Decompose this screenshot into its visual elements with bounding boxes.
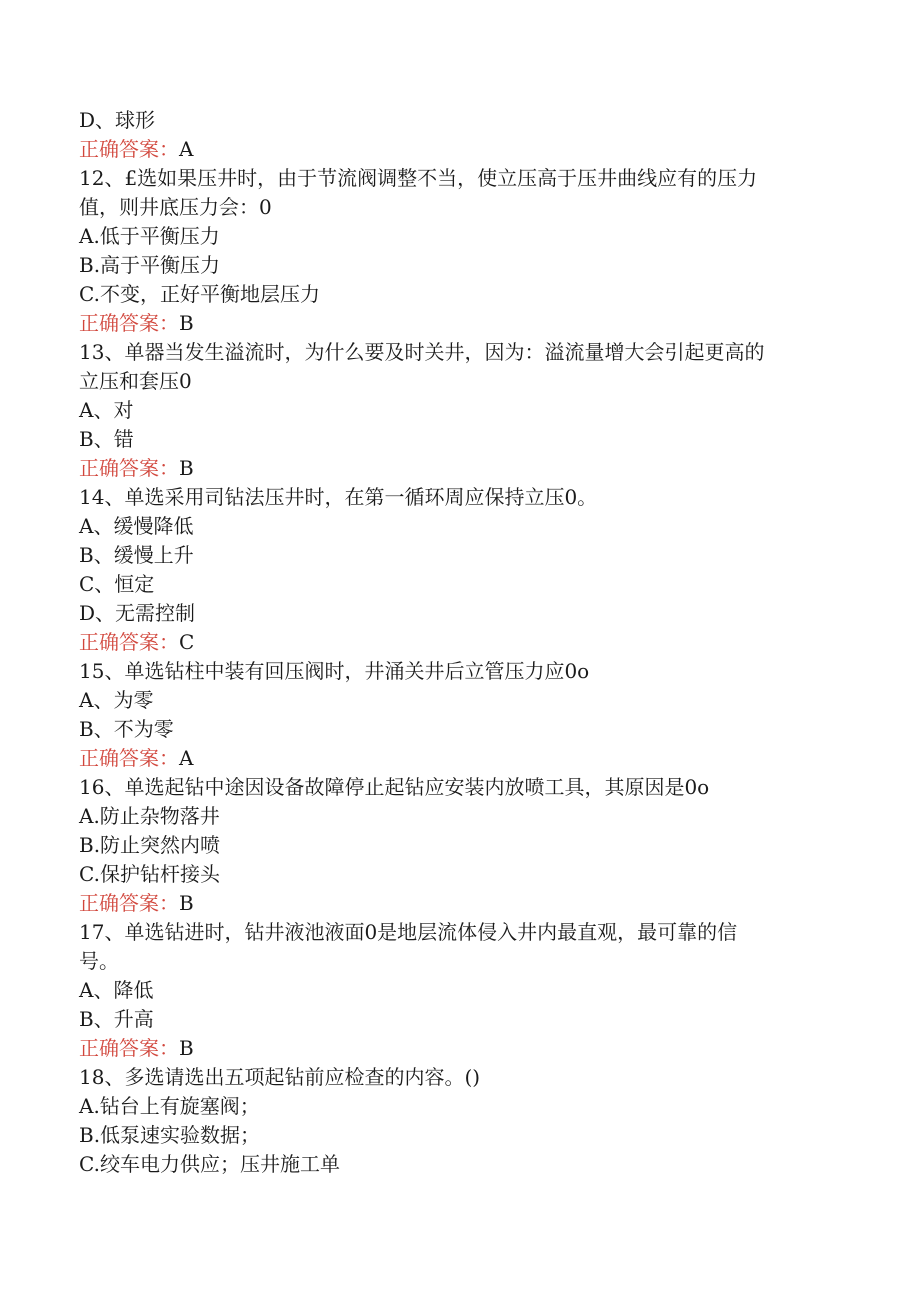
answer-value: B <box>179 456 194 480</box>
option-line: A、缓慢降低 <box>79 514 194 538</box>
option-line: C.不变，正好平衡地层压力 <box>79 282 320 306</box>
option-line: B、不为零 <box>79 717 174 741</box>
question-line: 立压和套压0 <box>79 369 192 393</box>
option-line: B.高于平衡压力 <box>79 253 221 277</box>
option-line: C.保护钻杆接头 <box>79 862 220 886</box>
question-line: 12、£选如果压井时，由于节流阀调整不当，使立压高于压井曲线应有的压力 <box>79 166 758 190</box>
answer-label: 正确答案： <box>79 630 179 654</box>
answer-label: 正确答案： <box>79 137 179 161</box>
document-page <box>79 106 839 1179</box>
option-line: A.防止杂物落井 <box>79 804 220 828</box>
option-line: C、恒定 <box>79 572 155 596</box>
answer-line <box>79 454 839 483</box>
option-line: B、缓慢上升 <box>79 543 194 567</box>
answer-value: B <box>179 891 194 915</box>
option-line: C.绞车电力供应；压井施工单 <box>79 1152 340 1176</box>
answer-label: 正确答案： <box>79 311 179 335</box>
question-line: 16、单选起钻中途因设备故障停止起钻应安装内放喷工具，其原因是0o <box>79 775 710 799</box>
option-line: D、球形 <box>79 108 156 132</box>
answer-label: 正确答案： <box>79 456 179 480</box>
answer-label: 正确答案： <box>79 1036 179 1060</box>
answer-label: 正确答案： <box>79 891 179 915</box>
answer-value: C <box>179 630 195 654</box>
option-line: A.低于平衡压力 <box>79 224 220 248</box>
answer-line <box>79 135 839 164</box>
answer-line <box>79 1034 839 1063</box>
question-line: 值，则井底压力会：0 <box>79 195 272 219</box>
answer-value: A <box>179 137 194 161</box>
answer-line <box>79 889 839 918</box>
option-line: B.低泵速实验数据； <box>79 1123 261 1147</box>
option-line: D、无需控制 <box>79 601 196 625</box>
question-line: 18、多选请选出五项起钻前应检查的内容。() <box>79 1065 481 1089</box>
question-line: 15、单选钻柱中装有回压阀时，井涌关井后立管压力应0o <box>79 659 590 683</box>
option-line: B、升高 <box>79 1007 154 1031</box>
answer-line <box>79 628 839 657</box>
question-line: 17、单选钻进时，钻井液池液面0是地层流体侵入井内最直观，最可靠的信 <box>79 920 738 944</box>
answer-label: 正确答案： <box>79 746 179 770</box>
option-line: A、为零 <box>79 688 154 712</box>
question-line: 14、单选采用司钻法压井时，在第一循环周应保持立压0。 <box>79 485 598 509</box>
answer-line <box>79 744 839 773</box>
answer-value: B <box>179 311 194 335</box>
question-line: 13、单器当发生溢流时，为什么要及时关井，因为：溢流量增大会引起更高的 <box>79 340 765 364</box>
option-line: A.钻台上有旋塞阀； <box>79 1094 260 1118</box>
option-line: A、对 <box>79 398 134 422</box>
answer-line <box>79 309 839 338</box>
answer-value: A <box>179 746 194 770</box>
option-line: B、错 <box>79 427 134 451</box>
option-line: B.防止突然内喷 <box>79 833 221 857</box>
option-line: A、降低 <box>79 978 154 1002</box>
answer-value: B <box>179 1036 194 1060</box>
question-line: 号。 <box>79 949 119 973</box>
